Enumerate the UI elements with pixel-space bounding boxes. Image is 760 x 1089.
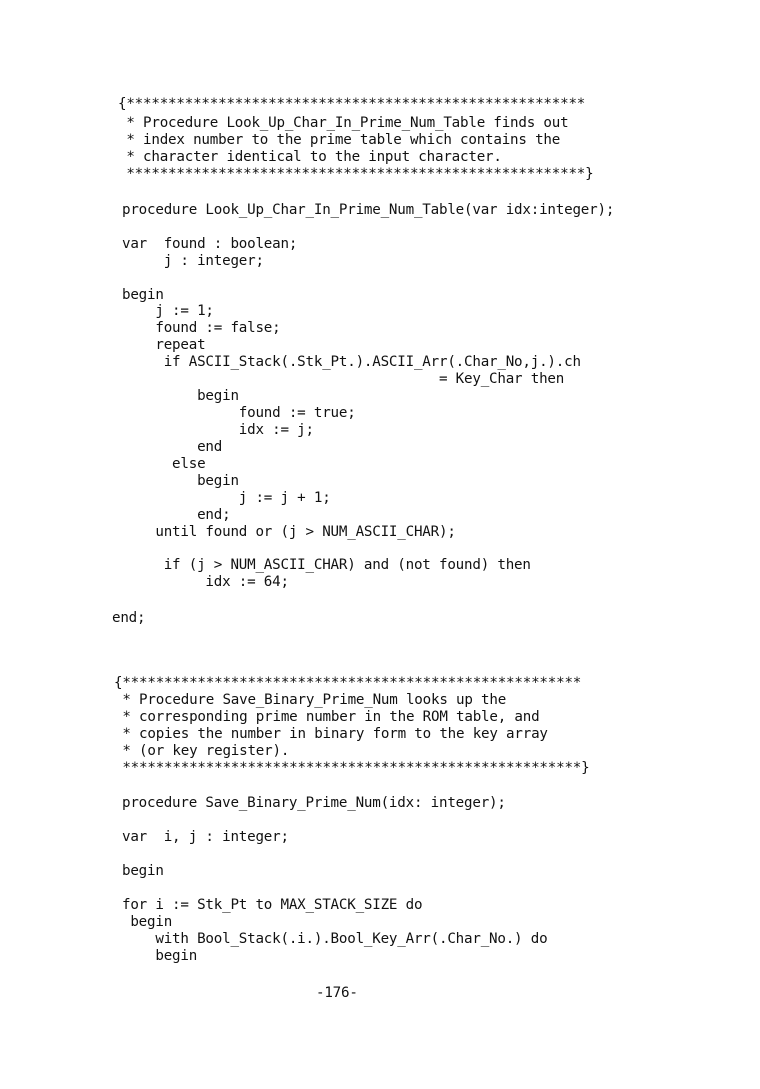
procedure-header: procedure Look_Up_Char_In_Prime_Num_Table(var idx:integer); [122,202,615,218]
var-declaration: var i, j : integer; [122,829,289,845]
comment-line: * Procedure Save_Binary_Prime_Num looks up the [114,692,507,708]
code-line: begin [122,863,164,879]
comment-line: {******************************************************* [118,96,586,112]
code-line: begin [122,287,164,303]
code-line: found := true; [122,405,356,421]
comment-line: * index number to the prime table which contains the [118,132,561,148]
procedure-end: end; [112,610,146,626]
code-line: idx := 64; [122,574,289,590]
code-line: j := 1; [122,303,214,319]
code-line: if (j > NUM_ASCII_CHAR) and (not found) then [122,557,531,573]
code-line: end; [122,507,231,523]
code-line: idx := j; [122,422,314,438]
comment-line: * corresponding prime number in the ROM table, and [114,709,540,725]
comment-line: *******************************************************} [114,760,590,776]
comment-line: * Procedure Look_Up_Char_In_Prime_Num_Table finds out [118,115,569,131]
code-line: begin [122,914,173,930]
page-number: -176- [316,985,358,1001]
code-line: repeat [122,337,206,353]
code-line: found := false; [122,320,281,336]
comment-line: * character identical to the input character. [118,149,502,165]
comment-line: * (or key register). [114,743,290,759]
code-line: begin [122,948,198,964]
code-line: begin [122,473,239,489]
procedure-header: procedure Save_Binary_Prime_Num(idx: integer); [122,795,506,811]
code-line: end [122,439,223,455]
code-line: if ASCII_Stack(.Stk_Pt.).ASCII_Arr(.Char_No,j.).ch [122,354,581,370]
var-declaration: j : integer; [122,253,264,269]
comment-line: {******************************************************* [114,675,582,691]
code-line: for i := Stk_Pt to MAX_STACK_SIZE do [122,897,423,913]
comment-line: * copies the number in binary form to the key array [114,726,548,742]
comment-line: *******************************************************} [118,166,594,182]
code-line: = Key_Char then [122,371,565,387]
code-line: with Bool_Stack(.i.).Bool_Key_Arr(.Char_No.) do [122,931,548,947]
var-declaration: var found : boolean; [122,236,298,252]
code-line: until found or (j > NUM_ASCII_CHAR); [122,524,456,540]
code-line: j := j + 1; [122,490,331,506]
code-line: else [122,456,206,472]
code-line: begin [122,388,239,404]
